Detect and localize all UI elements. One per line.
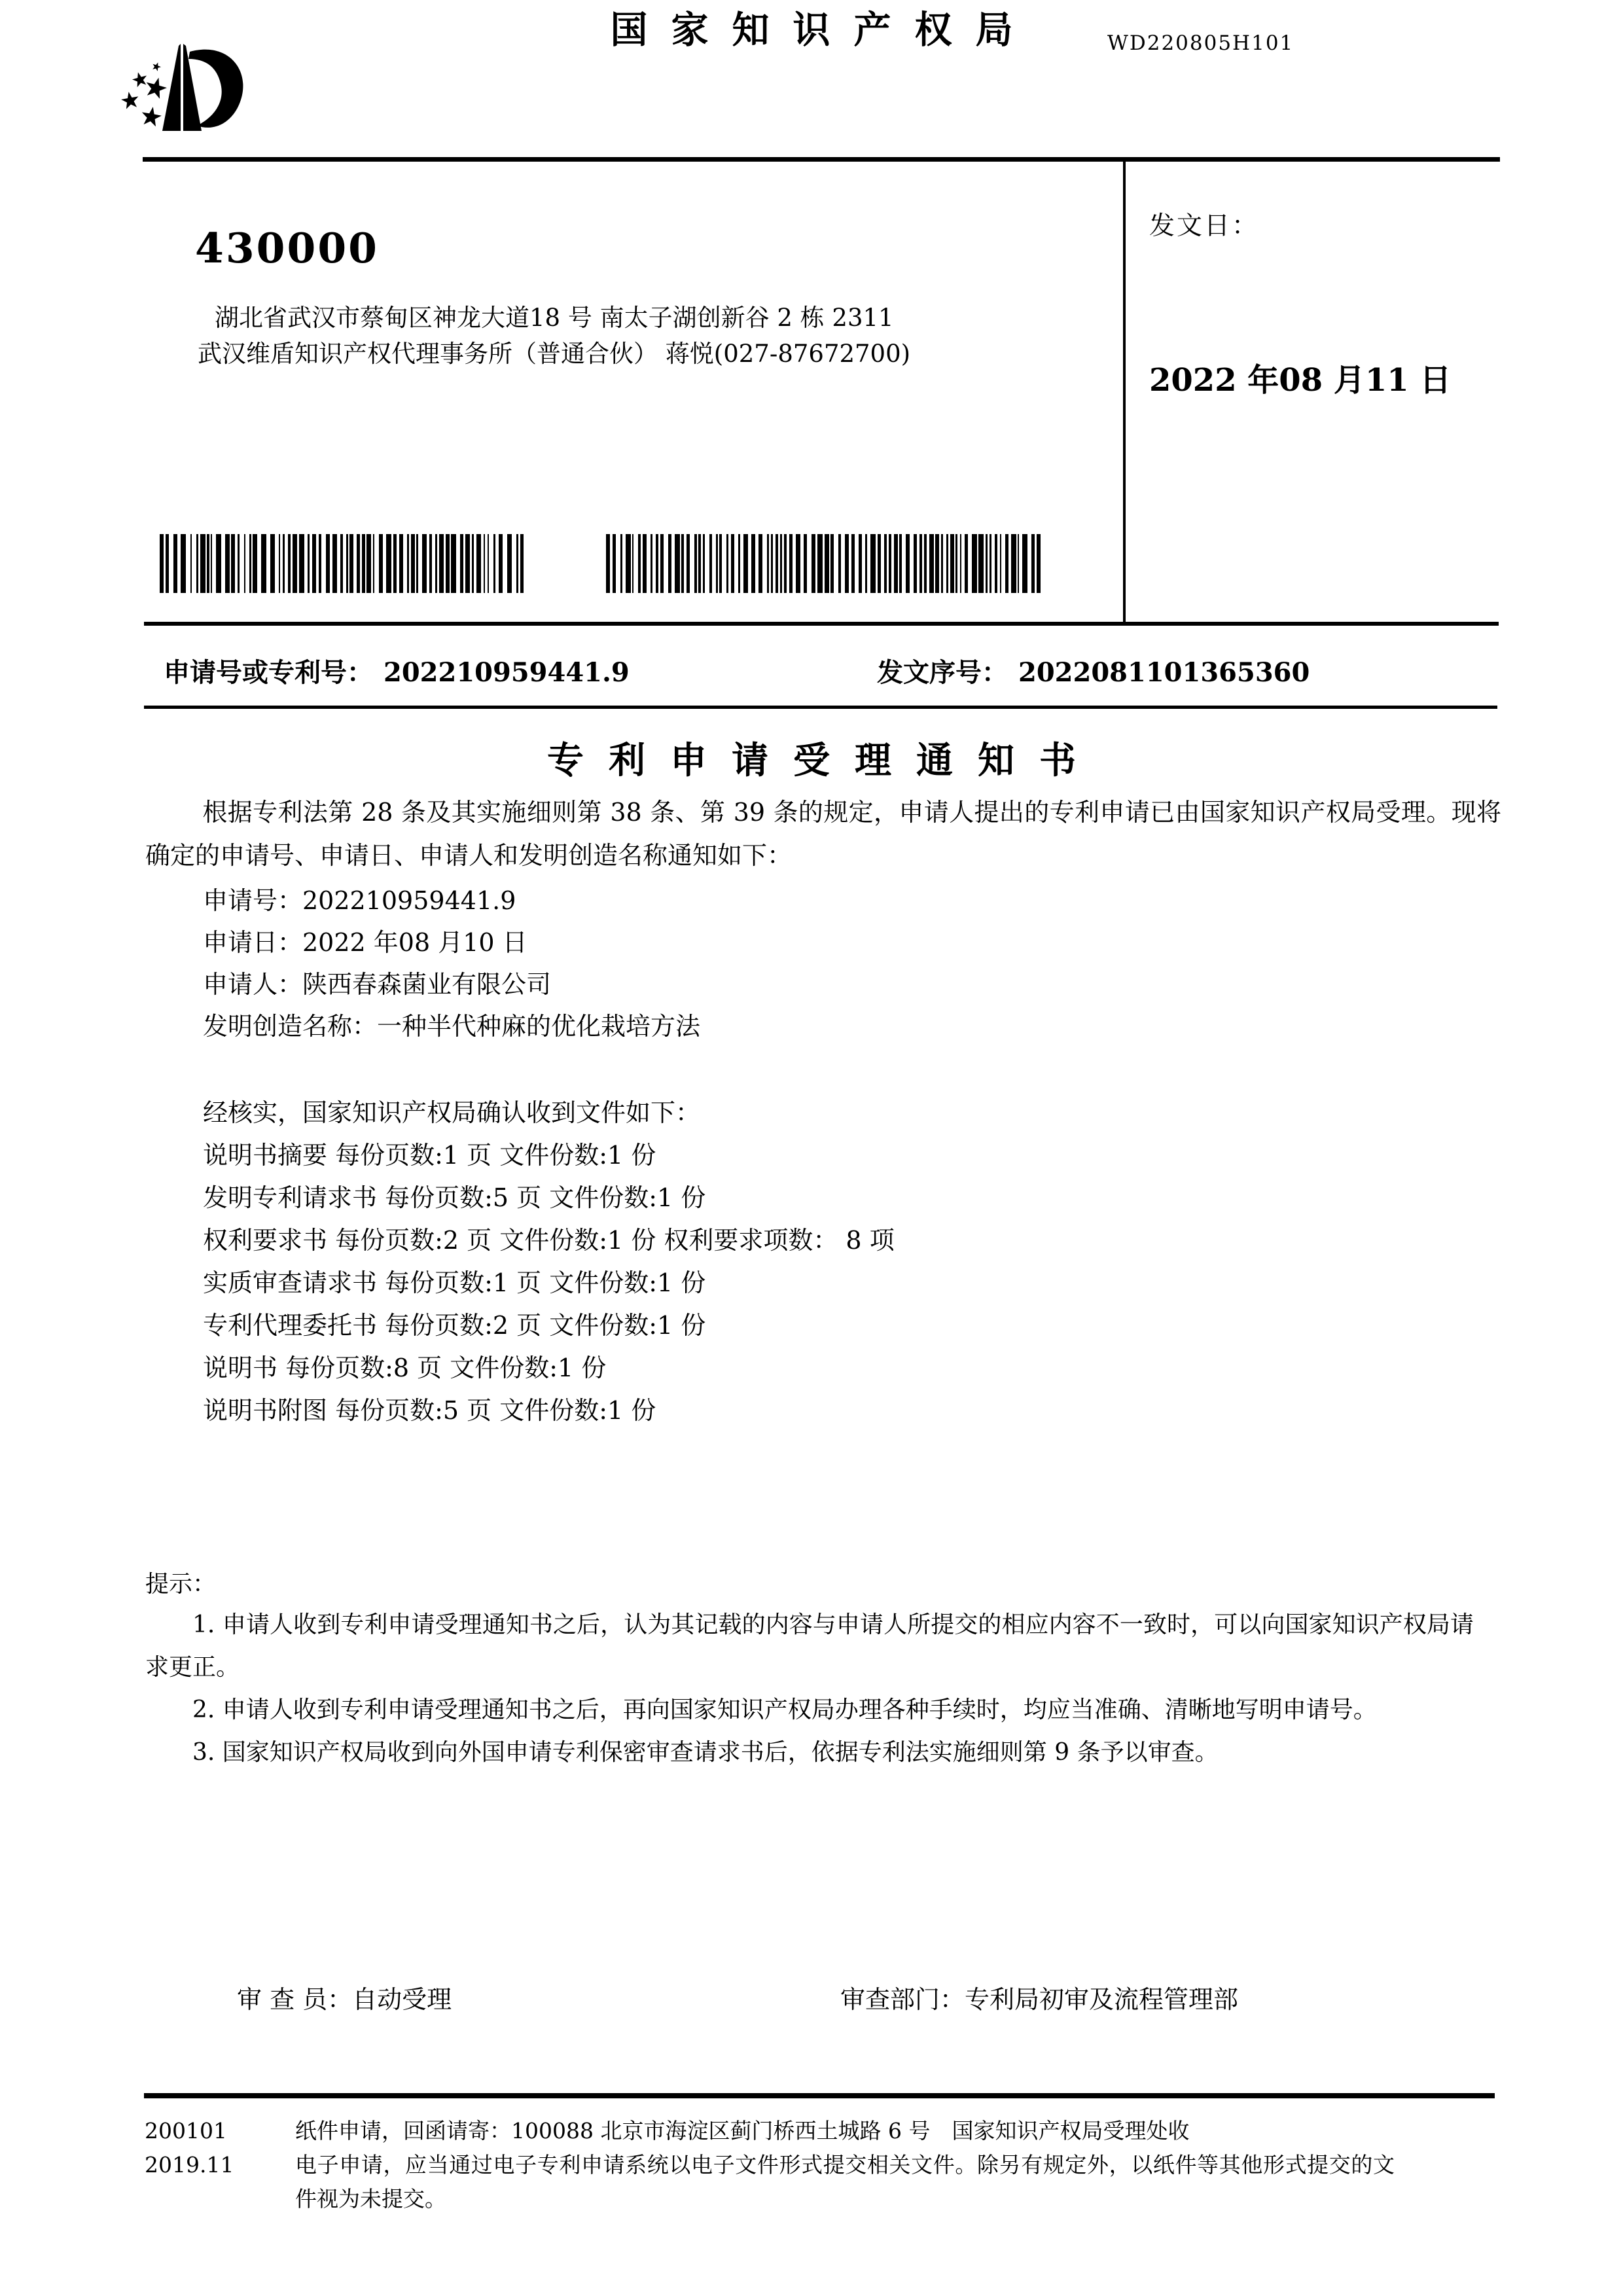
received-file-item: 说明书摘要 每份页数:1 页 文件份数:1 份 xyxy=(203,1141,656,1170)
footer-form-code: 2019.11 xyxy=(145,2152,234,2178)
application-details xyxy=(203,880,700,1047)
footer-efiling-line: 电子申请，应当通过电子专利申请系统以电子文件形式提交相关文件。除另有规定外，以纸件等其他形式提交的文件视为未提交。 xyxy=(295,2152,1395,2212)
received-files-list xyxy=(203,1092,895,1432)
tip-item-2: 2. 申请人收到专利申请受理通知书之后，再向国家知识产权局办理各种手续时，均应当准确、清晰地写明申请号。 xyxy=(192,1696,1377,1723)
barcode-right xyxy=(606,534,1041,593)
detail-invention-title: 发明创造名称：一种半代种麻的优化栽培方法 xyxy=(203,1012,701,1041)
notice-title: 专利申请受理通知书 xyxy=(547,739,1101,782)
recipient-address-line2: 武汉维盾知识产权代理事务所（普通合伙） 蒋悦(027-87672700) xyxy=(198,340,911,368)
footer-divider xyxy=(144,2093,1495,2098)
recipient-postcode: 430000 xyxy=(195,224,380,272)
issue-date-label: 发文日： xyxy=(1149,211,1260,241)
barcode-left xyxy=(160,534,527,593)
received-file-item: 发明专利请求书 每份页数:5 页 文件份数:1 份 xyxy=(203,1183,706,1212)
application-number-row xyxy=(164,652,630,689)
received-file-item: 专利代理委托书 每份页数:2 页 文件份数:1 份 xyxy=(203,1311,706,1340)
received-files-intro: 经核实，国家知识产权局确认收到文件如下： xyxy=(203,1098,701,1127)
received-file-item: 权利要求书 每份页数:2 页 文件份数:1 份 权利要求项数： 8 项 xyxy=(203,1226,895,1255)
detail-applicant: 申请人：陕西春森菌业有限公司 xyxy=(203,970,552,999)
header-divider xyxy=(143,157,1500,162)
serial-number-value: 2022081101365360 xyxy=(1018,657,1310,688)
document-code: WD220805H101 xyxy=(1107,31,1294,55)
received-file-item: 实质审查请求书 每份页数:1 页 文件份数:1 份 xyxy=(203,1268,706,1297)
page-title: 国家知识产权局 xyxy=(610,8,1037,52)
footer-paper-filing-line: 纸件申请，回函请寄：100088 北京市海淀区蓟门桥西土城路 6 号 国家知识产权局受理处收 xyxy=(295,2118,1190,2144)
tips-heading: 提示： xyxy=(145,1571,217,1598)
received-file-item: 说明书附图 每份页数:5 页 文件份数:1 份 xyxy=(203,1396,656,1425)
tips-list xyxy=(145,1604,1474,1774)
serial-number-label: 发文序号： xyxy=(877,657,1008,688)
footer-form-code: 200101 xyxy=(145,2118,227,2144)
detail-filing-date: 申请日：2022 年08 月10 日 xyxy=(203,928,527,957)
application-number-label: 申请号或专利号： xyxy=(164,657,373,688)
recipient-address-line1: 湖北省武汉市蔡甸区神龙大道18 号 南太子湖创新谷 2 栋 2311 xyxy=(215,304,894,332)
detail-application-number: 申请号：202210959441.9 xyxy=(203,886,516,915)
notice-intro-paragraph: 根据专利法第 28 条及其实施细则第 38 条、第 39 条的规定，申请人提出的专利申请已由国家知识产权局受理。现将确定的申请号、申请日、申请人和发明创造名称通知如下： xyxy=(145,798,1501,870)
serial-number-row xyxy=(877,652,1310,689)
footer-form-codes xyxy=(145,2114,234,2182)
numbers-divider-top xyxy=(144,622,1499,626)
tip-item-3: 3. 国家知识产权局收到向外国申请专利保密审查请求书后，依据专利法实施细则第 9 条予以审查。 xyxy=(192,1739,1219,1766)
examiner-field: 审 查 员：自动受理 xyxy=(237,1985,452,2014)
issue-date-value: 2022 年08 月11 日 xyxy=(1149,362,1452,399)
application-number-value: 202210959441.9 xyxy=(383,657,630,688)
numbers-divider-bottom xyxy=(144,706,1497,709)
tip-item-1: 1. 申请人收到专利申请受理通知书之后，认为其记载的内容与申请人所提交的相应内容不一致时，可以向国家知识产权局请求更正。 xyxy=(145,1611,1474,1681)
issue-date-box-border xyxy=(1123,157,1126,623)
footer-instructions xyxy=(295,2114,1395,2216)
examining-department-field: 审查部门：专利局初审及流程管理部 xyxy=(840,1985,1239,2014)
logo-stars xyxy=(120,61,169,127)
received-file-item: 说明书 每份页数:8 页 文件份数:1 份 xyxy=(203,1354,607,1382)
